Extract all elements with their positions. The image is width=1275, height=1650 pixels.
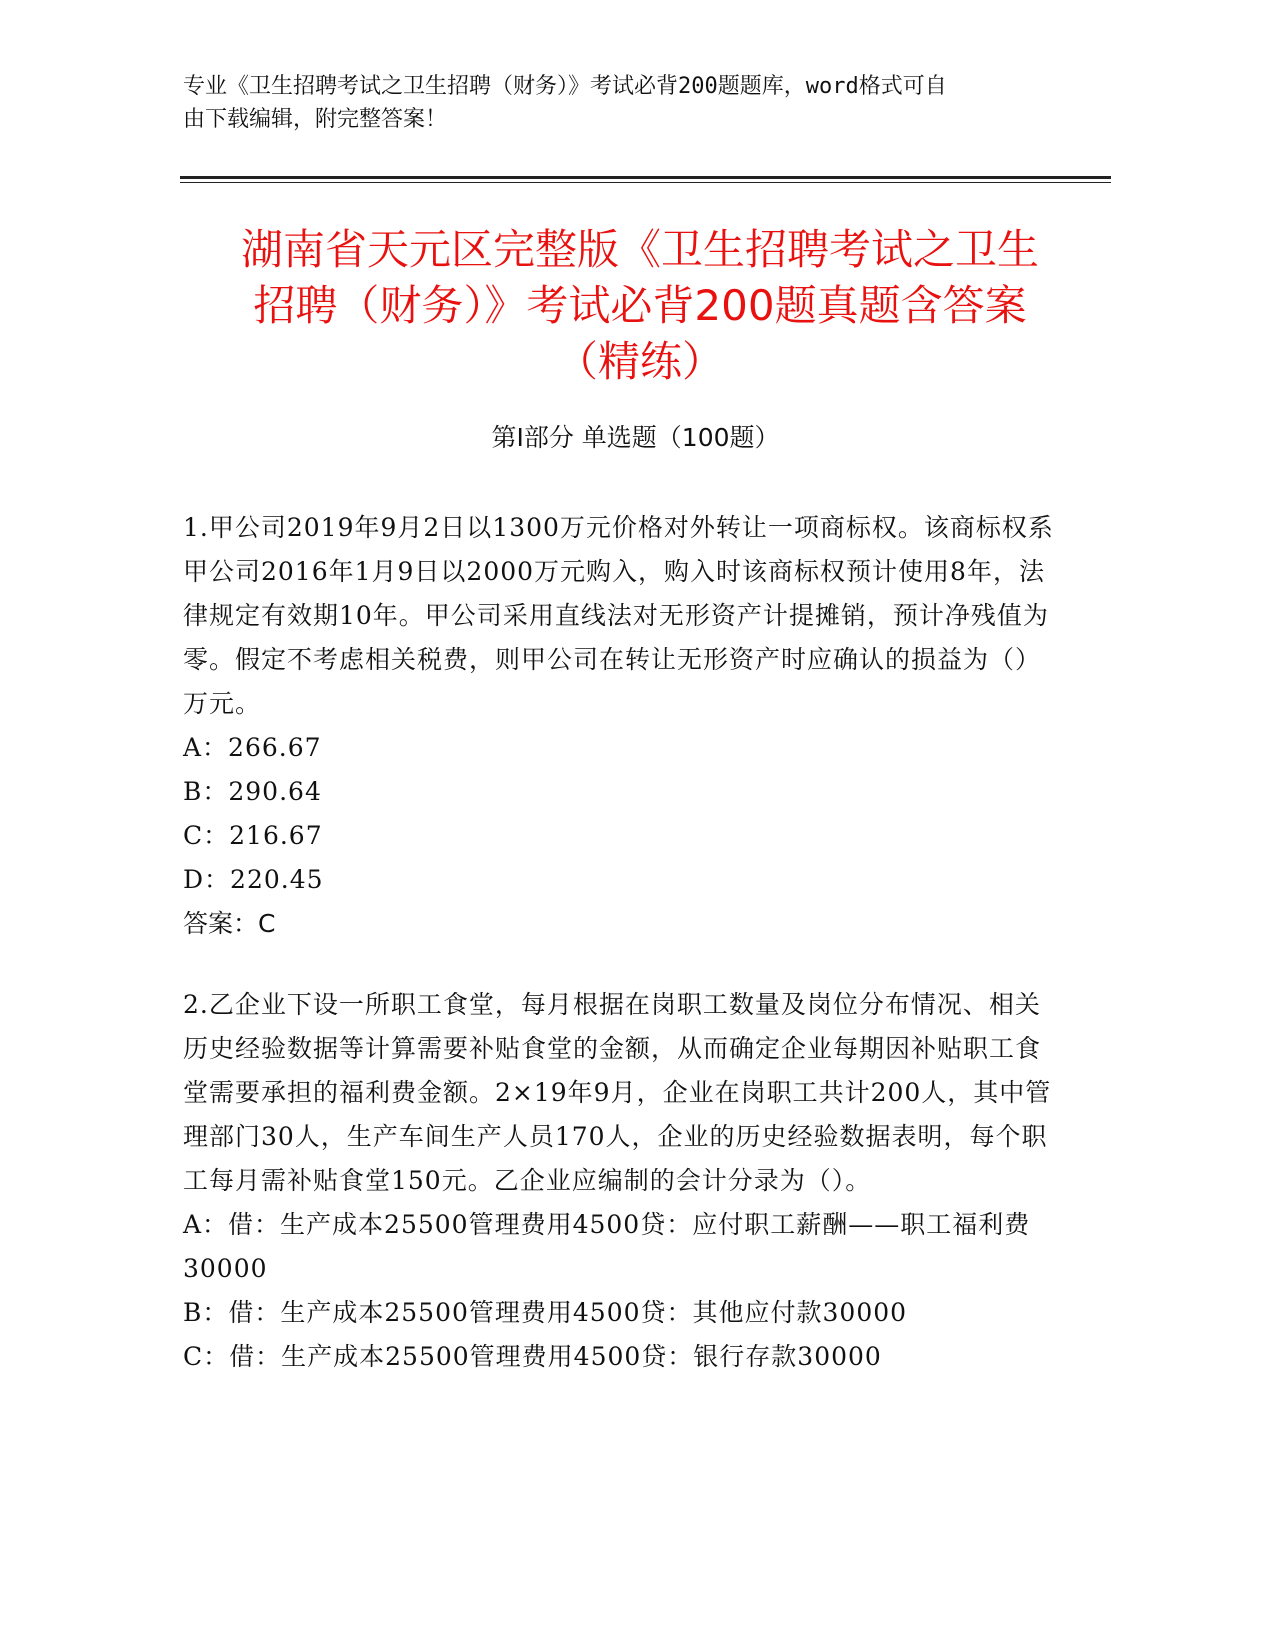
document-title-line-1: 湖南省天元区完整版《卫生招聘考试之卫生 (240, 225, 1039, 274)
question-1-option-d: D：220.45 (183, 865, 324, 894)
header-note (183, 70, 1063, 136)
section-title: 第Ⅰ部分 单选题（100题） (491, 423, 780, 452)
question-1-option-b: B：290.64 (183, 777, 322, 806)
question-1 (183, 506, 1063, 946)
question-2-stem: 2.乙企业下设一所职工食堂，每月根据在岗职工数量及岗位分布情况、相关历史经验数据等计算需要补贴食堂的金额，从而确定企业每期因补贴职工食堂需要承担的福利费金额。2×19年9月，企业在岗职工共计200人，其中管理部门30人，生产车间生产人员170人，企业的历史经验数据表明，每个职工每月需补贴食堂150元。乙企业应编制的会计分录为（）。 (183, 990, 1052, 1195)
header-divider-thin (180, 182, 1111, 183)
question-2-option-c: C：借：生产成本25500管理费用4500贷：银行存款30000 (183, 1342, 882, 1371)
question-1-stem: 1.甲公司2019年9月2日以1300万元价格对外转让一项商标权。该商标权系甲公司2016年1月9日以2000万元购入，购入时该商标权预计使用8年，法律规定有效期10年。甲公司采用直线法对无形资产计提摊销，预计净残值为零。假定不考虑相关税费，则甲公司在转让无形资产时应确认的损益为（）万元。 (183, 513, 1054, 718)
document-title (160, 222, 1120, 390)
document-title-line-3: （精练） (555, 337, 724, 386)
question-2-option-a: A：借：生产成本25500管理费用4500贷：应付职工薪酬——职工福利费30000 (183, 1210, 1031, 1283)
question-1-option-a: A：266.67 (183, 733, 322, 762)
header-note-line-1: 专业《卫生招聘考试之卫生招聘（财务）》考试必背200题题库，word格式可自 (183, 74, 947, 99)
header-divider-thick (180, 176, 1111, 179)
question-1-answer: 答案：C (183, 909, 276, 938)
question-2-option-b: B：借：生产成本25500管理费用4500贷：其他应付款30000 (183, 1298, 908, 1327)
document-title-line-2: 招聘（财务）》考试必背200题真题含答案 (253, 281, 1027, 330)
question-1-option-c: C：216.67 (183, 821, 323, 850)
header-note-line-2: 由下载编辑，附完整答案！ (183, 107, 448, 132)
question-2 (183, 983, 1063, 1379)
